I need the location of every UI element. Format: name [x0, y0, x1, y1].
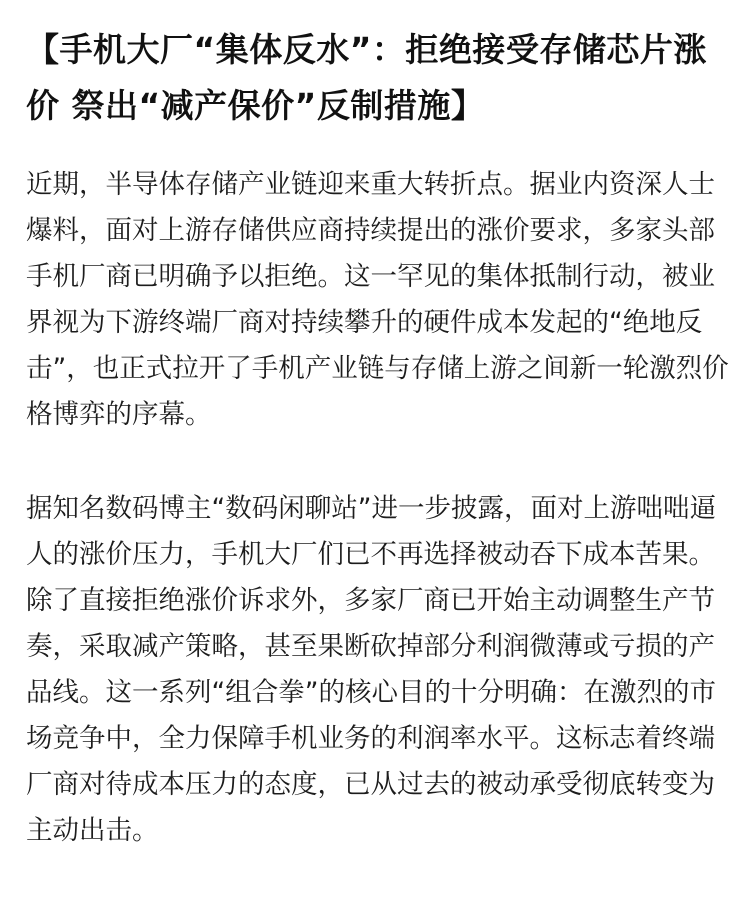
article-paragraph-2: 据知名数码博主“数码闲聊站”进一步披露，面对上游咄咄逼人的涨价压力，手机大厂们已不再选择被动吞下成本苦果。除了直接拒绝涨价诉求外，多家厂商已开始主动调整生产节奏，采取减产策略，甚至果断砍掉部分利润微薄或亏损的产品线。这一系列“组合拳”的核心目的十分明确：在激烈的市场竞争中，全力保障手机业务的利润率水平。这标志着终端厂商对待成本压力的态度，已从过去的被动承受彻底转变为主动出击。	[26, 493, 716, 846]
article-paragraph-1: 近期，半导体存储产业链迎来重大转折点。据业内资深人士爆料，面对上游存储供应商持续提出的涨价要求，多家头部手机厂商已明确予以拒绝。这一罕见的集体抵制行动，被业界视为下游终端厂商对持续攀升的硬件成本发起的“绝地反击”，也正式拉开了手机产业链与存储上游之间新一轮激烈价格博弈的序幕。	[26, 169, 729, 430]
article-headline: 【手机大厂“集体反水”：拒绝接受存储芯片涨价 祭出“减产保价”反制措施】	[26, 30, 707, 125]
